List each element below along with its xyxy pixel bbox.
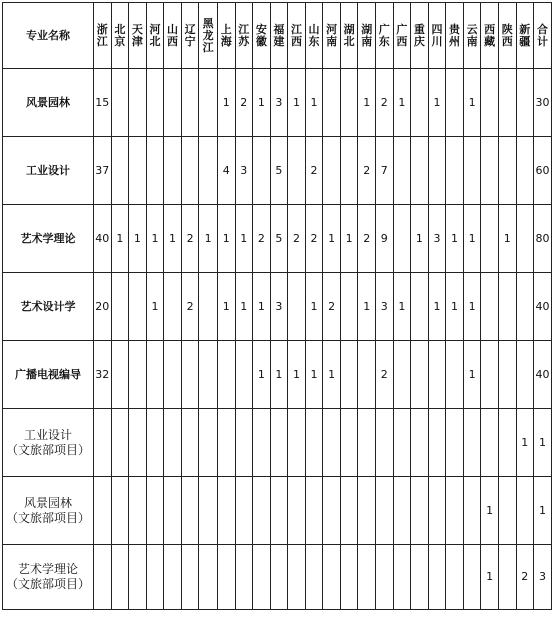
quota-cell bbox=[323, 477, 341, 545]
quota-cell bbox=[393, 137, 411, 205]
quota-cell bbox=[199, 477, 218, 545]
quota-cell bbox=[146, 137, 164, 205]
quota-cell: 1 bbox=[164, 205, 182, 273]
quota-cell bbox=[393, 205, 411, 273]
quota-cell bbox=[498, 273, 516, 341]
quota-cell bbox=[111, 341, 129, 409]
province-header: 陕西 bbox=[498, 3, 516, 69]
quota-cell bbox=[270, 545, 288, 610]
quota-cell bbox=[181, 69, 199, 137]
quota-cell: 1 bbox=[358, 273, 376, 341]
quota-cell bbox=[129, 409, 147, 477]
quota-cell bbox=[288, 477, 306, 545]
major-name-cell bbox=[3, 545, 94, 610]
quota-cell bbox=[323, 137, 341, 205]
quota-cell bbox=[129, 273, 147, 341]
quota-cell: 3 bbox=[428, 205, 446, 273]
quota-cell bbox=[446, 477, 464, 545]
quota-cell bbox=[411, 341, 429, 409]
province-header: 西藏 bbox=[481, 3, 499, 69]
quota-cell: 2 bbox=[288, 205, 306, 273]
quota-cell bbox=[253, 477, 271, 545]
quota-cell bbox=[481, 409, 499, 477]
quota-cell bbox=[93, 545, 111, 610]
quota-cell bbox=[428, 409, 446, 477]
total-cell: 60 bbox=[534, 137, 552, 205]
quota-cell bbox=[146, 545, 164, 610]
total-cell: 1 bbox=[534, 409, 552, 477]
quota-cell bbox=[164, 409, 182, 477]
quota-cell bbox=[376, 409, 394, 477]
quota-cell bbox=[340, 137, 358, 205]
quota-cell bbox=[181, 477, 199, 545]
quota-cell bbox=[181, 341, 199, 409]
quota-cell bbox=[129, 545, 147, 610]
quota-cell bbox=[498, 477, 516, 545]
quota-cell bbox=[129, 341, 147, 409]
quota-cell bbox=[111, 477, 129, 545]
quota-cell bbox=[181, 137, 199, 205]
quota-cell: 1 bbox=[463, 341, 481, 409]
quota-cell: 1 bbox=[323, 341, 341, 409]
quota-cell: 3 bbox=[270, 69, 288, 137]
table-row bbox=[3, 137, 552, 205]
quota-cell bbox=[146, 341, 164, 409]
quota-cell bbox=[199, 409, 218, 477]
quota-cell: 1 bbox=[253, 69, 271, 137]
quota-cell bbox=[498, 545, 516, 610]
quota-cell: 1 bbox=[253, 341, 271, 409]
province-header: 新疆 bbox=[516, 3, 534, 69]
quota-cell: 5 bbox=[270, 137, 288, 205]
quota-cell bbox=[164, 273, 182, 341]
table-row bbox=[3, 341, 552, 409]
quota-cell: 1 bbox=[428, 273, 446, 341]
quota-cell bbox=[199, 545, 218, 610]
quota-cell bbox=[164, 69, 182, 137]
province-header: 浙江 bbox=[93, 3, 111, 69]
quota-cell: 1 bbox=[146, 205, 164, 273]
quota-cell bbox=[181, 409, 199, 477]
quota-cell bbox=[235, 409, 253, 477]
quota-cell bbox=[411, 477, 429, 545]
quota-cell bbox=[463, 545, 481, 610]
quota-cell bbox=[199, 341, 218, 409]
quota-cell bbox=[428, 545, 446, 610]
major-name-cell bbox=[3, 477, 94, 545]
quota-cell: 1 bbox=[463, 273, 481, 341]
quota-cell bbox=[111, 137, 129, 205]
total-cell: 3 bbox=[534, 545, 552, 610]
province-header: 山东 bbox=[305, 3, 323, 69]
quota-cell bbox=[340, 477, 358, 545]
quota-cell: 1 bbox=[305, 341, 323, 409]
quota-cell: 1 bbox=[270, 341, 288, 409]
quota-cell: 1 bbox=[516, 409, 534, 477]
quota-cell: 5 bbox=[270, 205, 288, 273]
quota-cell bbox=[146, 69, 164, 137]
quota-cell: 3 bbox=[270, 273, 288, 341]
quota-cell bbox=[516, 137, 534, 205]
province-header: 天津 bbox=[129, 3, 147, 69]
quota-cell bbox=[340, 273, 358, 341]
quota-cell bbox=[411, 69, 429, 137]
quota-cell bbox=[199, 273, 218, 341]
province-header: 江西 bbox=[288, 3, 306, 69]
quota-cell bbox=[498, 341, 516, 409]
quota-cell: 1 bbox=[463, 69, 481, 137]
quota-cell bbox=[358, 409, 376, 477]
major-name-cell: 广播电视编导 bbox=[3, 341, 94, 409]
quota-cell bbox=[164, 545, 182, 610]
quota-cell bbox=[235, 477, 253, 545]
major-name-line: 工业设计 bbox=[23, 427, 72, 442]
major-name-cell: 艺术学理论 bbox=[3, 205, 94, 273]
quota-cell: 1 bbox=[393, 273, 411, 341]
quota-cell bbox=[463, 137, 481, 205]
quota-cell: 1 bbox=[305, 69, 323, 137]
quota-cell: 1 bbox=[146, 273, 164, 341]
province-header: 辽宁 bbox=[181, 3, 199, 69]
quota-cell bbox=[498, 69, 516, 137]
quota-cell bbox=[516, 273, 534, 341]
quota-cell bbox=[288, 137, 306, 205]
quota-cell: 4 bbox=[217, 137, 235, 205]
quota-cell bbox=[446, 409, 464, 477]
table-row bbox=[3, 205, 552, 273]
quota-cell bbox=[428, 137, 446, 205]
quota-cell bbox=[217, 341, 235, 409]
quota-cell bbox=[411, 137, 429, 205]
quota-cell bbox=[111, 545, 129, 610]
major-name-cell: 风景园林 bbox=[3, 69, 94, 137]
table-row bbox=[3, 69, 552, 137]
quota-cell: 2 bbox=[253, 205, 271, 273]
quota-cell bbox=[376, 477, 394, 545]
quota-cell bbox=[199, 137, 218, 205]
quota-cell bbox=[358, 341, 376, 409]
quota-cell: 1 bbox=[446, 273, 464, 341]
quota-cell bbox=[481, 69, 499, 137]
quota-cell: 1 bbox=[498, 205, 516, 273]
quota-cell bbox=[323, 409, 341, 477]
total-cell: 1 bbox=[534, 477, 552, 545]
quota-cell bbox=[498, 137, 516, 205]
quota-cell: 1 bbox=[411, 205, 429, 273]
quota-cell bbox=[93, 477, 111, 545]
quota-cell: 2 bbox=[323, 273, 341, 341]
quota-cell bbox=[181, 545, 199, 610]
quota-cell bbox=[498, 409, 516, 477]
province-header: 江苏 bbox=[235, 3, 253, 69]
quota-cell: 2 bbox=[235, 69, 253, 137]
quota-cell bbox=[516, 69, 534, 137]
quota-cell bbox=[270, 477, 288, 545]
quota-cell: 1 bbox=[481, 477, 499, 545]
quota-cell bbox=[376, 545, 394, 610]
quota-cell: 2 bbox=[305, 205, 323, 273]
quota-cell: 2 bbox=[358, 205, 376, 273]
quota-cell: 1 bbox=[463, 205, 481, 273]
quota-cell bbox=[164, 137, 182, 205]
quota-cell bbox=[164, 477, 182, 545]
quota-cell bbox=[288, 409, 306, 477]
quota-cell bbox=[253, 137, 271, 205]
quota-cell: 40 bbox=[93, 205, 111, 273]
quota-cell bbox=[446, 545, 464, 610]
quota-cell bbox=[516, 205, 534, 273]
quota-cell bbox=[199, 69, 218, 137]
province-header: 贵州 bbox=[446, 3, 464, 69]
quota-cell: 2 bbox=[181, 273, 199, 341]
table-row bbox=[3, 409, 552, 477]
quota-cell bbox=[235, 545, 253, 610]
quota-cell: 1 bbox=[393, 69, 411, 137]
quota-cell bbox=[463, 477, 481, 545]
quota-cell bbox=[516, 341, 534, 409]
quota-cell: 1 bbox=[129, 205, 147, 273]
quota-cell bbox=[305, 545, 323, 610]
quota-cell: 20 bbox=[93, 273, 111, 341]
quota-cell: 1 bbox=[217, 69, 235, 137]
quota-cell: 2 bbox=[376, 341, 394, 409]
quota-cell: 1 bbox=[340, 205, 358, 273]
quota-cell bbox=[340, 341, 358, 409]
total-cell: 30 bbox=[534, 69, 552, 137]
quota-cell bbox=[111, 69, 129, 137]
quota-cell bbox=[111, 409, 129, 477]
quota-cell bbox=[129, 477, 147, 545]
quota-cell: 1 bbox=[217, 205, 235, 273]
quota-cell bbox=[146, 477, 164, 545]
quota-cell bbox=[463, 409, 481, 477]
quota-cell bbox=[93, 409, 111, 477]
quota-cell bbox=[111, 273, 129, 341]
quota-cell: 1 bbox=[111, 205, 129, 273]
major-name-line: 艺术学理论 bbox=[17, 562, 78, 576]
province-header: 湖南 bbox=[358, 3, 376, 69]
table-row bbox=[3, 477, 552, 545]
quota-cell: 1 bbox=[428, 69, 446, 137]
quota-cell bbox=[288, 545, 306, 610]
quota-cell: 1 bbox=[217, 273, 235, 341]
province-header: 黑龙江 bbox=[199, 3, 218, 69]
quota-cell bbox=[217, 477, 235, 545]
quota-cell: 1 bbox=[481, 545, 499, 610]
quota-cell bbox=[481, 273, 499, 341]
quota-cell: 2 bbox=[516, 545, 534, 610]
quota-cell bbox=[428, 341, 446, 409]
quota-cell: 1 bbox=[235, 205, 253, 273]
quota-cell bbox=[129, 137, 147, 205]
province-header: 上海 bbox=[217, 3, 235, 69]
quota-cell bbox=[253, 545, 271, 610]
header-row bbox=[3, 3, 552, 69]
total-header: 合计 bbox=[534, 3, 552, 69]
quota-cell: 1 bbox=[323, 205, 341, 273]
quota-cell bbox=[481, 341, 499, 409]
quota-cell bbox=[393, 409, 411, 477]
province-header: 河北 bbox=[146, 3, 164, 69]
quota-cell: 1 bbox=[305, 273, 323, 341]
quota-cell bbox=[446, 137, 464, 205]
quota-cell: 1 bbox=[288, 341, 306, 409]
quota-cell bbox=[129, 69, 147, 137]
quota-cell bbox=[235, 341, 253, 409]
major-name-line: 风景园林 bbox=[23, 495, 72, 510]
quota-cell bbox=[516, 477, 534, 545]
quota-cell bbox=[393, 341, 411, 409]
major-name-header: 专业名称 bbox=[3, 3, 94, 69]
quota-cell bbox=[340, 409, 358, 477]
quota-cell: 32 bbox=[93, 341, 111, 409]
province-header: 河南 bbox=[323, 3, 341, 69]
province-header: 广西 bbox=[393, 3, 411, 69]
quota-cell bbox=[323, 545, 341, 610]
quota-cell bbox=[411, 273, 429, 341]
quota-cell: 2 bbox=[376, 69, 394, 137]
quota-cell bbox=[358, 545, 376, 610]
quota-cell: 9 bbox=[376, 205, 394, 273]
quota-cell bbox=[217, 409, 235, 477]
province-header: 福建 bbox=[270, 3, 288, 69]
quota-cell bbox=[164, 341, 182, 409]
quota-cell bbox=[340, 69, 358, 137]
quota-cell bbox=[146, 409, 164, 477]
quota-cell bbox=[305, 409, 323, 477]
quota-cell: 7 bbox=[376, 137, 394, 205]
project-note-line: （文旅部项目） bbox=[5, 510, 90, 525]
quota-cell: 1 bbox=[358, 69, 376, 137]
quota-cell: 1 bbox=[199, 205, 218, 273]
quota-cell bbox=[481, 137, 499, 205]
quota-cell bbox=[305, 477, 323, 545]
quota-cell: 2 bbox=[358, 137, 376, 205]
quota-cell: 37 bbox=[93, 137, 111, 205]
quota-cell bbox=[411, 545, 429, 610]
project-note-line: （文旅部项目） bbox=[5, 577, 90, 591]
major-name-cell: 艺术设计学 bbox=[3, 273, 94, 341]
total-cell: 80 bbox=[534, 205, 552, 273]
quota-cell bbox=[446, 341, 464, 409]
quota-cell bbox=[446, 69, 464, 137]
quota-cell: 2 bbox=[305, 137, 323, 205]
quota-cell: 1 bbox=[288, 69, 306, 137]
quota-cell: 15 bbox=[93, 69, 111, 137]
quota-cell bbox=[288, 273, 306, 341]
table-row bbox=[3, 273, 552, 341]
province-header: 湖北 bbox=[340, 3, 358, 69]
quota-cell bbox=[411, 409, 429, 477]
major-name-cell: 工业设计 bbox=[3, 137, 94, 205]
quota-cell bbox=[217, 545, 235, 610]
quota-cell bbox=[253, 409, 271, 477]
project-note-line: （文旅部项目） bbox=[5, 442, 90, 457]
quota-cell: 1 bbox=[235, 273, 253, 341]
quota-cell bbox=[428, 477, 446, 545]
total-cell: 40 bbox=[534, 273, 552, 341]
province-header: 广东 bbox=[376, 3, 394, 69]
major-name-cell bbox=[3, 409, 94, 477]
quota-cell bbox=[340, 545, 358, 610]
quota-cell bbox=[393, 545, 411, 610]
province-header: 重庆 bbox=[411, 3, 429, 69]
quota-cell: 1 bbox=[446, 205, 464, 273]
table-row bbox=[3, 545, 552, 610]
quota-cell: 1 bbox=[253, 273, 271, 341]
total-cell: 40 bbox=[534, 341, 552, 409]
quota-cell bbox=[270, 409, 288, 477]
quota-cell bbox=[481, 205, 499, 273]
province-header: 四川 bbox=[428, 3, 446, 69]
province-header: 云南 bbox=[463, 3, 481, 69]
quota-cell bbox=[323, 69, 341, 137]
quota-cell bbox=[393, 477, 411, 545]
province-header: 安徽 bbox=[253, 3, 271, 69]
quota-cell bbox=[358, 477, 376, 545]
quota-cell: 2 bbox=[181, 205, 199, 273]
province-header: 北京 bbox=[111, 3, 129, 69]
admission-plan-table bbox=[2, 2, 552, 610]
quota-cell: 3 bbox=[235, 137, 253, 205]
quota-cell: 3 bbox=[376, 273, 394, 341]
province-header: 山西 bbox=[164, 3, 182, 69]
